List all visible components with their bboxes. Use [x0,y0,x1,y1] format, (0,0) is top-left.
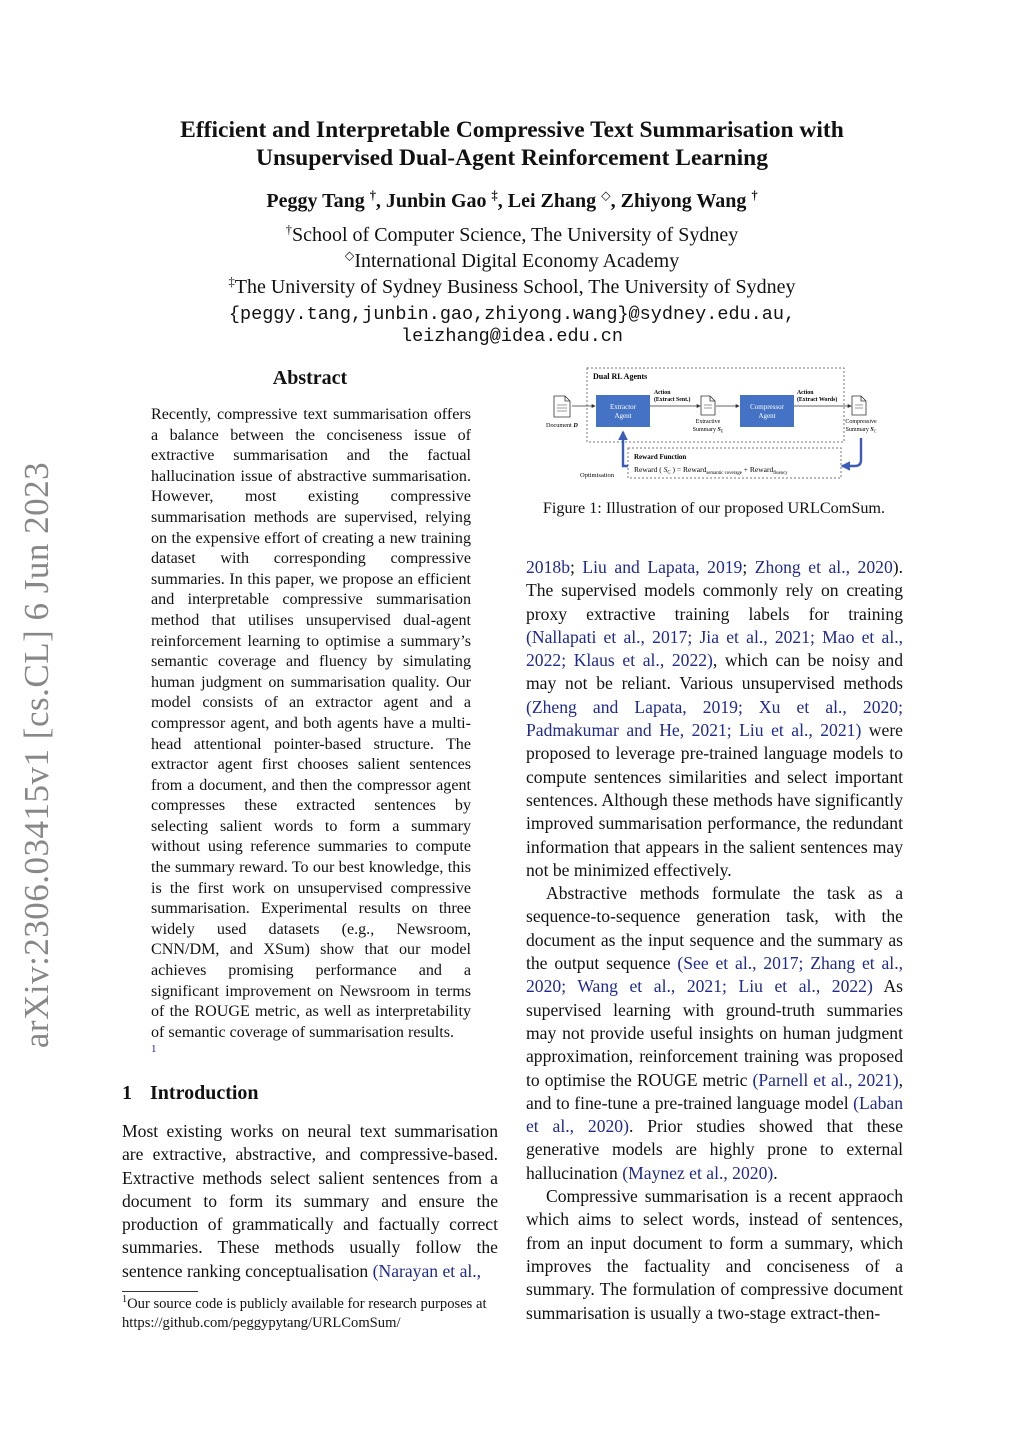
affiliation-mark: ◇ [344,248,355,263]
affiliation-mark: † [285,222,292,237]
body-text: , which can be noisy and may not be reliant. Various unsupervised methods [526,650,903,694]
citation-link[interactable]: Liu and Lapata [582,557,696,577]
action-label: Action [797,390,814,396]
citation-link[interactable]: (Laban et al., 2020) [526,1092,903,1137]
svg-text:Summary SC: Summary $S_C$ [845,427,877,434]
arxiv-identifier [12,460,62,1050]
body-text: . [773,1162,778,1183]
citation-link[interactable]: Zhong et al. [754,557,846,577]
title-line-1: Efficient and Interpretable Compressive Text Summarisation with [180,117,844,143]
citation-link[interactable]: (Narayan et al., [372,1260,482,1281]
action-label: (Extract Sent.) [654,397,691,403]
citation-link[interactable]: (Parnell et al., 2021) [752,1069,899,1090]
paragraph [526,882,903,1185]
reward-formula: Reward ( $S_C$ ) = Reward$_{semantic coverage}$ + Reward$_{fluency}$ [634,465,788,476]
affiliation [120,224,904,247]
arxiv-id-text: arXiv:2306.03415v1 [cs.CL] 6 Jun 2023 [17,461,56,1049]
urlcomsum-diagram [540,366,880,484]
citation-link[interactable]: , 2020 [845,557,893,577]
body-text: were proposed to leverage pre-trained language models to compute sentences similarities and select important sentences. Although these methods have significantly improved summarisation performance, the redundant information that appears in the salient sentences may not be minimized effectively. [526,720,903,880]
svg-text:Agent: Agent [758,412,776,420]
body-text: ; [569,557,583,577]
paragraph [526,1185,903,1325]
abstract-text: Recently, compressive text summarisation offers a balance between the conciseness issue of extractive summarisation and the factual hallucination issue of abstractive summarisation. However, most existing compressive summarisation methods are supervised, relying on the expensive effort of creating a new training dataset with corresponding compressive summaries. In this paper, we propose an efficient and interpretable compressive summarisation method that utilises unsupervised dual-agent reinforcement learning to optimise a summary’s semantic coverage and fluency by simulating human judgment on summarisation quality. Our model consists of an extractor agent and a compressor agent, and both agents have a multi-head attentional pointer-based structure. The extractor agent first chooses salient sentences from a document, and then the compressor agent compresses these extracted sentences by selecting salient words to form a summary without using reference summaries to compute the summary reward. To our best knowledge, this is the first work on unsupervised compressive summarisation. Experimental results on three widely used datasets (e.g., Newsroom, CNN/DM, and XSum) show that our model achieves promising performance and a significant improvement on Newsroom in terms of the ROUGE metric, as well as interpretability of semantic coverage of summarisation results. [151,406,471,1041]
svg-text:Compressor: Compressor [750,403,784,411]
footnote-text: Our source code is publicly available for research purposes at https://github.com/peggypytang/URLComSum/ [122,1296,487,1331]
optimisation-label: Optimisation [580,472,614,479]
citation-link[interactable]: (Nallapati et al., 2017; Jia et al., 2021; Mao et al., 2022; Klaus et al., 2022) [526,626,903,671]
reward-arrow [842,438,861,466]
extractive-summary-label: Extractive [695,419,721,425]
abstract-heading: Abstract [272,367,348,389]
intro-text: Most existing works on neural text summarisation are extractive, abstractive, and compressive-based. Extractive methods select salient sentences from a document to form its summary and ensure the production of grammatically and factually correct summaries. These methods usually follow the sentence ranking conceptualisation [122,1121,498,1281]
paragraph [526,556,903,882]
author-mark: ◇ [601,188,611,203]
citation-link[interactable]: (Zheng and Lapata, 2019; Xu et al., 2020; Padmakumar and He, 2021; Liu et al., 2021) [526,696,903,741]
section-number: 1 [122,1082,132,1104]
action-label: Action [654,390,671,396]
footnote-mark: 1 [122,1294,128,1306]
affiliation [120,276,904,299]
body-text: Compressive summarisation is a recent appraoch which aims to select words, instead of sentences, from an input document to form a summary, which improves the factuality and conciseness of a summary. The formulation of compressive document summarisation is usually a two-stage extract-then- [526,1186,903,1323]
author-mark: † [751,188,758,203]
author-name: Junbin Gao [385,190,487,212]
author-mark: ‡ [491,188,498,203]
affiliation-text: International Digital Economy Academy [354,250,680,272]
footnote-link[interactable]: 1 [151,1043,157,1055]
document-label: Document D [546,422,578,429]
compressive-summary-icon [852,396,866,415]
extractive-summary-icon [701,396,715,415]
section-heading [122,1082,259,1105]
author-list: Peggy Tang †, Junbin Gao ‡, Lei Zhang ◇, Zhiyong Wang † [266,188,758,212]
svg-text:Extractor: Extractor [609,403,637,411]
action-label: (Extract Words) [797,397,838,403]
email-line-2: leizhang@idea.edu.cn [400,326,624,347]
title-line-2: Unsupervised Dual-Agent Reinforcement Learning [256,145,768,171]
body-text: Abstractive methods formulate the task as a sequence-to-sequence generation task, with the document as the input sequence and the summary as the output sequence [526,883,903,974]
compressive-summary-label: Compressive [845,419,877,425]
citation-link[interactable]: (Maynez et al., 2020) [622,1162,774,1183]
svg-text:Agent: Agent [614,412,632,420]
extractor-agent [596,395,650,427]
svg-text:Summary SE: Summary $S_E$ [692,427,724,434]
reward-title: Reward Function [634,453,687,461]
body-text: , and to fine-tune a pre-trained language model [526,1069,903,1113]
affiliation-mark: ‡ [228,274,235,289]
optimisation-arrow [623,432,628,466]
footnote-rule [122,1291,198,1292]
author-name: Zhiyong Wang [620,190,747,212]
author-mark: † [369,188,376,203]
figure-caption: Figure 1: Illustration of our proposed URLComSum. [542,499,886,517]
right-column-text [526,556,903,1325]
section-title: Introduction [150,1082,259,1104]
author-name: Peggy Tang [266,190,365,212]
citation-link[interactable]: , 2019 [695,557,743,577]
affiliation-text: School of Computer Science, The University of Sydney [291,224,739,246]
affiliation-text: The University of Sydney Business School, The University of Sydney [234,276,796,298]
dual-agents-label: Dual RL Agents [593,372,648,381]
body-text: . Prior studies showed that these generative models are highly prone to external hallucination [526,1116,904,1183]
author-name: Lei Zhang [507,190,597,212]
intro-paragraph [122,1120,498,1283]
affiliation [120,250,904,273]
body-text: As supervised learning with ground-truth summaries may not provide useful insights on human judgment approximation, reinforcement training was proposed to optimise the ROUGE metric [526,976,903,1090]
citation-link[interactable]: 2018b [526,557,570,577]
compressor-agent [740,395,794,427]
email-line-1: {peggy.tang,junbin.gao,zhiyong.wang}@sydney.edu.au, [228,304,796,325]
citation-link[interactable]: (See et al., 2017; Zhang et al., 2020; Wang et al., 2021; Liu et al., 2022) [526,953,903,997]
document-icon [554,396,570,417]
body-text: ; [742,557,755,577]
footnote [122,1295,502,1332]
paper-title [120,116,904,172]
body-text: ). The supervised models commonly rely on creating proxy extractive training labels for training [526,557,904,624]
